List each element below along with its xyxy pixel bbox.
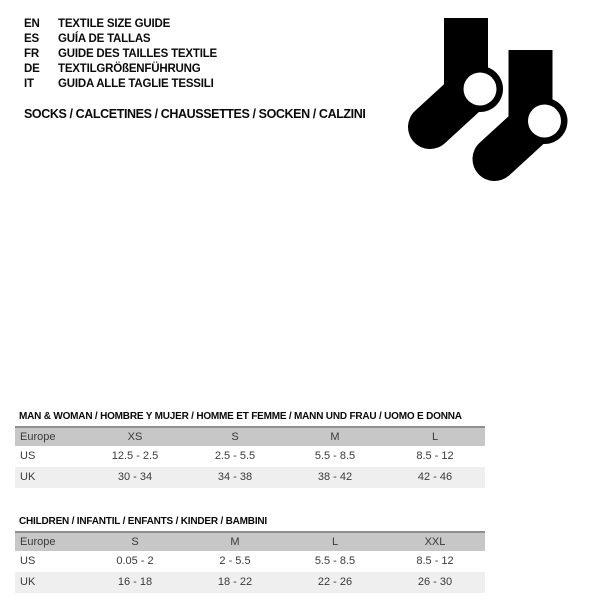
size-table-adults [15,426,485,488]
socks-icon [400,0,600,200]
column-header-size: M [330,431,340,443]
language-label: GUÍA DE TALLAS [58,33,151,45]
language-label: TEXTILGRÖßENFÜHRUNG [58,63,201,75]
language-code: ES [24,33,39,45]
column-header-size: L [431,431,439,443]
sock-shape-right [495,50,568,159]
language-item-de [24,62,217,77]
column-header-size: S [231,431,239,443]
column-header-region: Europe [20,431,56,443]
table-row-uk [15,467,485,488]
region-label: UK [20,471,36,483]
language-label: GUIDA ALLE TAGLIE TESSILI [58,78,214,90]
column-header-region: Europe [20,536,56,548]
table-row-uk [15,572,485,593]
size-value: 2.5 - 5.5 [214,450,256,462]
language-item-it [24,77,217,92]
language-item-fr [24,47,217,62]
region-label: UK [20,576,36,588]
table-title-adults: MAN & WOMAN / HOMBRE Y MUJER / HOMME ET FEMME / MANN UND FRAU / UOMO E DONNA [19,411,462,422]
column-header-size: M [230,536,240,548]
size-table-children [15,531,485,593]
language-code: DE [24,63,40,75]
size-value: 42 - 46 [417,471,453,483]
size-value: 16 - 18 [117,576,153,588]
size-value: 5.5 - 8.5 [314,555,356,567]
size-value: 22 - 26 [317,576,353,588]
language-label: GUIDE DES TAILLES TEXTILE [58,48,217,60]
size-value: 18 - 22 [217,576,253,588]
column-header-size: L [331,536,339,548]
region-label: US [20,450,36,462]
size-value: 5.5 - 8.5 [314,450,356,462]
table-header-row [15,426,485,446]
size-value: 34 - 38 [217,471,253,483]
product-category-line: SOCKS / CALCETINES / CHAUSSETTES / SOCKEN / CALZINI [24,107,366,121]
region-label: US [20,555,36,567]
language-item-es [24,32,217,47]
size-value: 0.05 - 2 [116,555,154,567]
language-list [24,17,217,92]
size-value: 30 - 34 [117,471,153,483]
size-value: 2 - 5.5 [219,555,251,567]
language-label: TEXTILE SIZE GUIDE [58,18,171,30]
column-header-size: S [131,536,139,548]
language-code: FR [24,48,39,60]
size-value: 38 - 42 [317,471,353,483]
table-header-row [15,531,485,551]
language-code: IT [24,78,34,90]
size-value: 12.5 - 2.5 [111,450,159,462]
size-value: 8.5 - 12 [416,555,454,567]
language-code: EN [24,18,40,30]
column-header-size: XXL [424,536,446,548]
sock-shape-left [430,18,503,127]
language-item-en [24,17,217,32]
table-row-us [15,551,485,572]
table-row-us [15,446,485,467]
table-title-children: CHILDREN / INFANTIL / ENFANTS / KINDER / BAMBINI [19,516,267,527]
size-value: 8.5 - 12 [416,450,454,462]
column-header-size: XS [127,431,143,443]
size-value: 26 - 30 [417,576,453,588]
